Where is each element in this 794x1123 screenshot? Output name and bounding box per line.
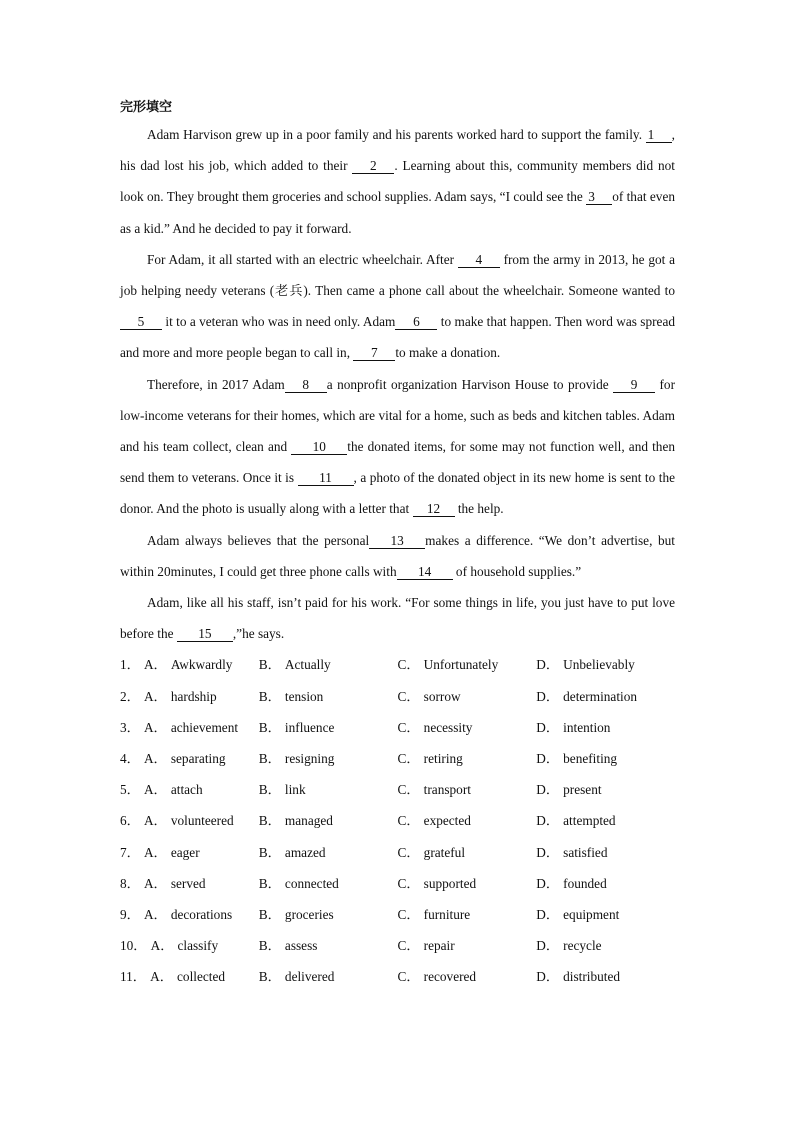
- option-text: furniture: [423, 906, 471, 922]
- option-letter: C．: [397, 906, 420, 922]
- option-a: [120, 868, 259, 899]
- option-text: served: [170, 875, 206, 891]
- question-number: 5．: [120, 782, 140, 798]
- question-number: 11．: [120, 969, 147, 985]
- document-page: [120, 96, 675, 993]
- option-text: attach: [170, 782, 203, 798]
- option-a: [120, 899, 259, 930]
- section-title: 完形填空: [120, 100, 173, 115]
- blank-9: 9: [613, 377, 655, 393]
- blank-5: 5: [120, 314, 162, 330]
- option-b: [259, 681, 398, 712]
- question-row: [120, 681, 675, 712]
- option-text: grateful: [423, 844, 466, 860]
- passage-text: Adam Harvison grew up in a poor family and his parents worked hard to support the family.: [147, 127, 646, 142]
- option-letter: B．: [258, 688, 281, 704]
- option-letter: C．: [397, 657, 420, 673]
- option-text: intention: [563, 719, 611, 735]
- option-text: expected: [423, 813, 471, 829]
- passage-text: it to a veteran who was in need only. Adam: [162, 314, 396, 330]
- question-number: 4．: [120, 751, 140, 767]
- option-letter: C．: [397, 688, 420, 704]
- option-letter: A．: [143, 782, 167, 798]
- option-letter: C．: [397, 813, 420, 829]
- blank-6: 6: [395, 314, 437, 330]
- passage-text: the help.: [454, 501, 504, 517]
- passage-text: from the army in 2013, he got a job helping needy veterans (老兵). Then came a phone call about the wheelchair. Someone wanted to: [120, 251, 675, 299]
- passage-text: of that even as a kid.” And he decided to pay it forward.: [120, 189, 676, 236]
- option-d: [536, 868, 675, 899]
- option-c: [398, 837, 537, 868]
- option-letter: A．: [143, 688, 167, 704]
- option-text: necessity: [423, 719, 473, 735]
- passage-text: Adam, like all his staff, isn’t paid for his work. “For some things in life, you just have to put love before the: [120, 595, 675, 642]
- option-text: distributed: [563, 969, 621, 985]
- option-b: [259, 930, 398, 961]
- option-letter: A．: [143, 813, 167, 829]
- option-letter: B．: [258, 938, 281, 954]
- option-text: Unbelievably: [563, 657, 635, 673]
- option-text: eager: [170, 844, 200, 860]
- passage-text: . Learning about this, community members did not look on. They brought them groceries and school supplies. Adam says, “I could see the: [120, 158, 675, 205]
- option-c: [398, 899, 537, 930]
- passage-text: makes a difference. “We don’t advertise, but within 20minutes, I could get three phone calls with: [120, 532, 675, 579]
- option-letter: B．: [258, 657, 281, 673]
- question-number: 1．: [120, 657, 140, 673]
- option-letter: D．: [536, 719, 560, 735]
- option-c: [398, 868, 537, 899]
- blank-11: 11: [298, 470, 354, 486]
- question-row: [120, 930, 675, 961]
- blank-4: 4: [458, 252, 500, 268]
- option-text: present: [563, 782, 602, 798]
- option-b: [259, 837, 398, 868]
- passage-paragraph: [120, 244, 675, 369]
- option-letter: A．: [143, 719, 167, 735]
- option-letter: A．: [150, 969, 174, 985]
- option-letter: B．: [258, 813, 281, 829]
- blank-3: 3: [586, 189, 612, 205]
- option-a: [120, 930, 259, 961]
- option-a: [120, 837, 259, 868]
- option-text: transport: [423, 782, 471, 798]
- passage-text: to make that happen. Then word was spread and more and more people began to call in,: [120, 314, 675, 361]
- question-row: [120, 774, 675, 805]
- option-a: [120, 712, 259, 743]
- option-letter: B．: [258, 875, 281, 891]
- question-row: [120, 868, 675, 899]
- option-c: [398, 930, 537, 961]
- question-number: 7．: [120, 844, 140, 860]
- question-number: 3．: [120, 719, 140, 735]
- option-text: satisfied: [563, 844, 608, 860]
- option-a: [120, 805, 259, 836]
- option-text: separating: [170, 751, 226, 767]
- passage-text: the donated items, for some may not function well, and then send them to veterans. Once it is: [120, 439, 675, 486]
- option-text: amazed: [284, 844, 326, 860]
- passage-paragraph: [120, 525, 675, 587]
- option-a: [120, 961, 259, 992]
- option-letter: D．: [536, 782, 560, 798]
- question-row: [120, 805, 675, 836]
- option-text: recovered: [423, 969, 477, 985]
- option-text: Actually: [284, 657, 331, 673]
- option-a: [120, 743, 259, 774]
- option-letter: B．: [258, 751, 281, 767]
- option-letter: B．: [258, 906, 281, 922]
- option-b: [259, 774, 398, 805]
- question-row: [120, 837, 675, 868]
- option-text: equipment: [563, 906, 620, 922]
- option-a: [120, 774, 259, 805]
- option-letter: D．: [536, 751, 560, 767]
- passage-paragraph: [120, 587, 675, 649]
- blank-1: 1: [646, 127, 672, 143]
- option-text: repair: [423, 938, 455, 954]
- answer-options: [120, 649, 675, 992]
- option-letter: D．: [536, 906, 560, 922]
- passage-text: a nonprofit organization Harvison House to provide: [326, 376, 614, 392]
- option-text: link: [284, 782, 306, 798]
- option-text: Unfortunately: [423, 657, 499, 673]
- passage-text: Adam always believes that the personal: [147, 532, 370, 548]
- passage-text: For Adam, it all started with an electric wheelchair. After: [147, 251, 458, 267]
- blank-2: 2: [352, 158, 394, 174]
- option-letter: C．: [397, 782, 420, 798]
- option-letter: A．: [143, 875, 167, 891]
- blank-13: 13: [369, 533, 425, 549]
- question-row: [120, 649, 675, 680]
- passage-text: , a photo of the donated object in its new home is sent to the donor. And the photo is usually along with a letter that: [120, 470, 675, 517]
- option-text: determination: [563, 688, 638, 704]
- blank-12: 12: [413, 501, 455, 517]
- option-letter: C．: [397, 719, 420, 735]
- passage-text: of household supplies.”: [452, 563, 582, 579]
- option-text: assess: [284, 938, 318, 954]
- option-text: connected: [284, 875, 339, 891]
- blank-8: 8: [285, 377, 327, 393]
- blank-15: 15: [177, 626, 233, 642]
- option-text: Awkwardly: [170, 657, 233, 673]
- option-a: [120, 681, 259, 712]
- question-number: 2．: [120, 688, 140, 704]
- option-text: supported: [423, 875, 477, 891]
- option-letter: A．: [143, 751, 167, 767]
- option-b: [259, 868, 398, 899]
- option-d: [536, 743, 675, 774]
- question-number: 9．: [120, 906, 140, 922]
- option-letter: B．: [258, 782, 281, 798]
- option-c: [398, 649, 537, 680]
- option-letter: A．: [143, 657, 167, 673]
- option-text: resigning: [284, 751, 335, 767]
- option-letter: D．: [536, 813, 560, 829]
- option-d: [536, 712, 675, 743]
- option-letter: D．: [536, 844, 560, 860]
- option-letter: A．: [143, 844, 167, 860]
- option-text: tension: [284, 688, 324, 704]
- option-text: collected: [177, 969, 226, 985]
- option-letter: C．: [397, 969, 420, 985]
- option-letter: B．: [258, 719, 281, 735]
- option-letter: D．: [536, 688, 560, 704]
- option-b: [259, 899, 398, 930]
- option-letter: C．: [397, 938, 420, 954]
- blank-10: 10: [291, 439, 347, 455]
- option-letter: D．: [536, 938, 560, 954]
- option-letter: A．: [143, 906, 167, 922]
- option-text: sorrow: [423, 688, 461, 704]
- option-d: [536, 805, 675, 836]
- question-number: 6．: [120, 813, 140, 829]
- option-d: [536, 930, 675, 961]
- option-text: recycle: [563, 938, 602, 954]
- question-row: [120, 712, 675, 743]
- option-b: [259, 961, 398, 992]
- passage-text: for low-income veterans for their homes, which are vital for a home, such as beds and kitchen tables. Adam and his team collect, clean and: [120, 376, 675, 455]
- option-d: [536, 649, 675, 680]
- option-letter: C．: [397, 751, 420, 767]
- cloze-passage: [120, 119, 675, 649]
- passage-text: , his dad lost his job, which added to their: [120, 127, 675, 174]
- option-d: [536, 961, 675, 992]
- option-d: [536, 899, 675, 930]
- option-letter: D．: [536, 657, 560, 673]
- option-text: managed: [284, 813, 333, 829]
- question-row: [120, 743, 675, 774]
- question-number: 10．: [120, 938, 147, 954]
- option-letter: C．: [397, 875, 420, 891]
- option-letter: D．: [536, 969, 560, 985]
- option-text: retiring: [423, 751, 463, 767]
- option-d: [536, 681, 675, 712]
- option-c: [398, 805, 537, 836]
- option-a: [120, 649, 259, 680]
- option-text: achievement: [170, 719, 239, 735]
- passage-paragraph: [120, 369, 675, 525]
- passage-paragraph: [120, 119, 675, 244]
- option-b: [259, 805, 398, 836]
- option-text: groceries: [284, 906, 334, 922]
- option-d: [536, 837, 675, 868]
- option-text: attempted: [563, 813, 616, 829]
- question-number: 8．: [120, 875, 140, 891]
- option-c: [398, 712, 537, 743]
- question-row: [120, 899, 675, 930]
- option-letter: D．: [536, 875, 560, 891]
- option-text: hardship: [170, 688, 217, 704]
- option-b: [259, 649, 398, 680]
- option-text: delivered: [284, 969, 335, 985]
- option-b: [259, 712, 398, 743]
- passage-text: ,”he says.: [232, 626, 285, 642]
- option-c: [398, 743, 537, 774]
- option-text: founded: [563, 875, 607, 891]
- option-letter: C．: [397, 844, 420, 860]
- option-letter: B．: [258, 969, 281, 985]
- option-letter: A．: [150, 938, 174, 954]
- passage-text: to make a donation.: [395, 345, 501, 361]
- option-text: classify: [177, 938, 219, 954]
- blank-14: 14: [397, 564, 453, 580]
- option-letter: B．: [258, 844, 281, 860]
- passage-text: Therefore, in 2017 Adam: [147, 376, 285, 392]
- option-c: [398, 681, 537, 712]
- option-b: [259, 743, 398, 774]
- option-c: [398, 774, 537, 805]
- option-text: benefiting: [563, 751, 618, 767]
- question-row: [120, 961, 675, 992]
- option-text: influence: [284, 719, 335, 735]
- blank-7: 7: [353, 345, 395, 361]
- option-text: volunteered: [170, 813, 234, 829]
- option-c: [398, 961, 537, 992]
- option-text: decorations: [170, 906, 233, 922]
- option-d: [536, 774, 675, 805]
